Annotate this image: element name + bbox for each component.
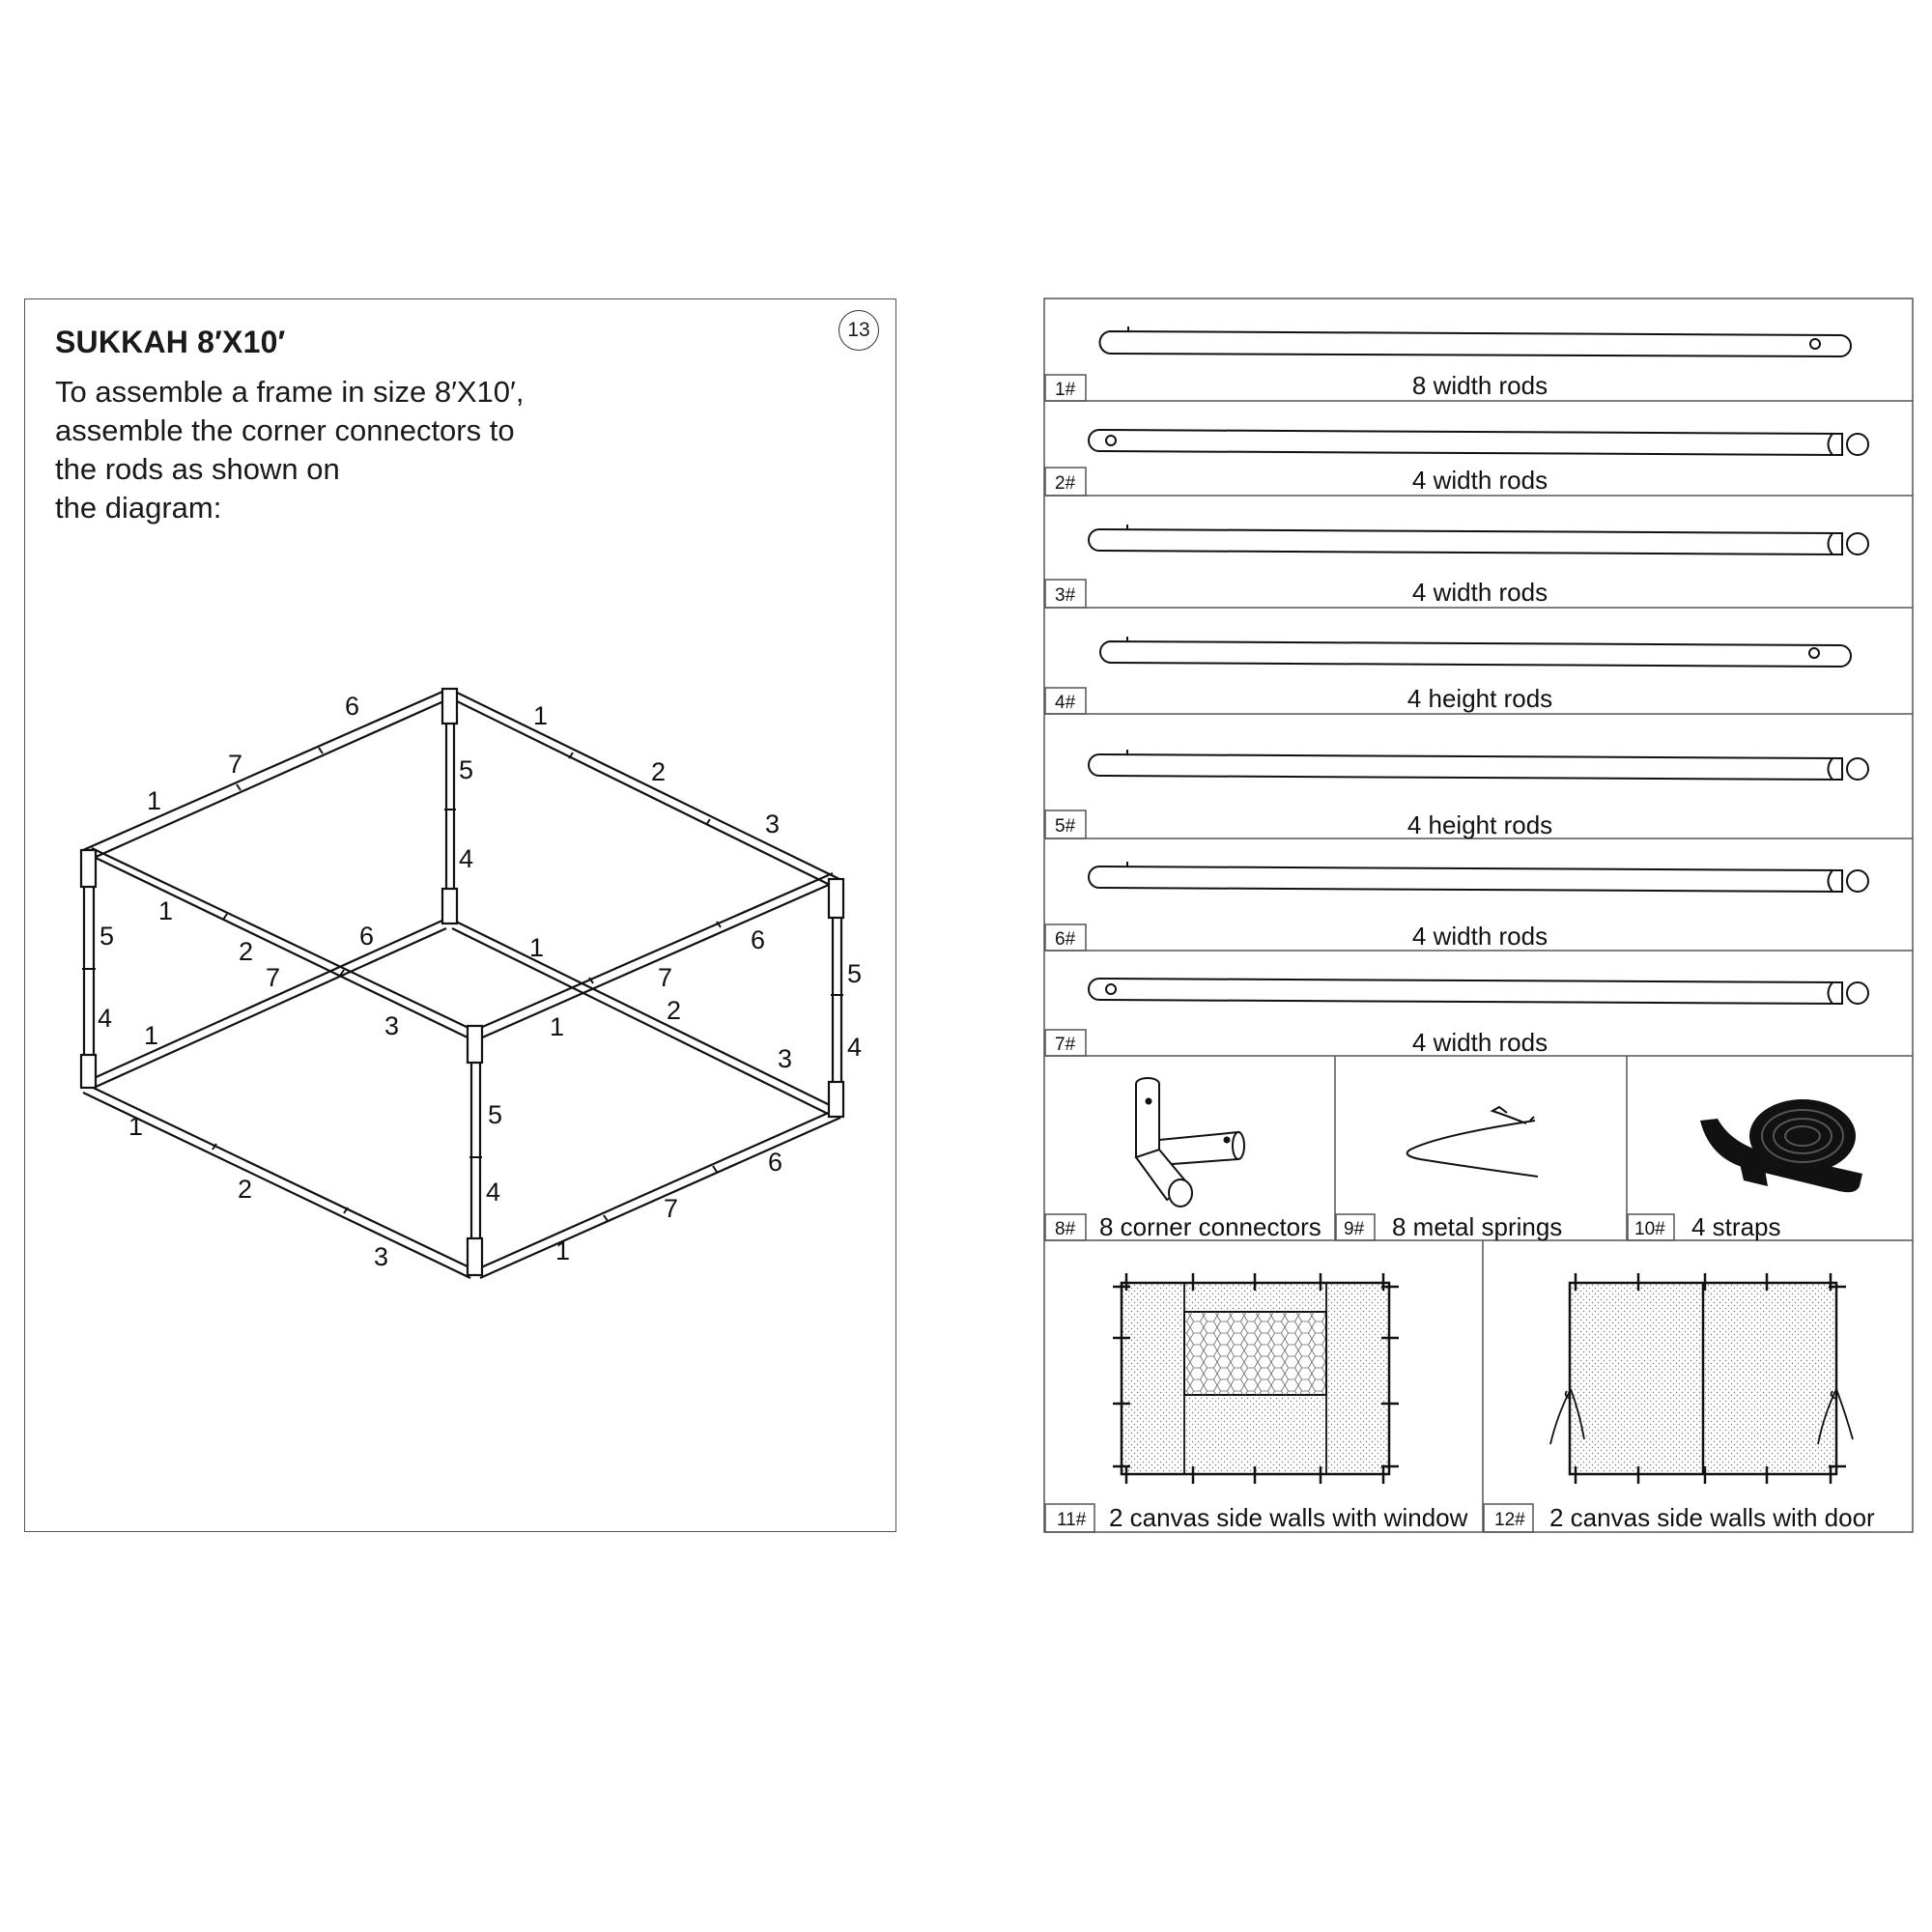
rod-number: 3 [374,1242,389,1271]
part-label: 4 width rods [1411,1028,1548,1057]
part-label: 4 height rods [1406,810,1553,839]
part-label: 8 corner connectors [1099,1212,1321,1241]
part-id: 12# [1494,1510,1525,1530]
rod-number: 1 [144,1021,159,1050]
rod-number: 4 [847,1033,863,1062]
part-label: 2 canvas side walls with window [1109,1503,1468,1532]
rod-number: 4 [459,844,474,873]
rod-number: 6 [345,692,360,721]
rod-4-icon [1100,637,1851,667]
rod-number: 3 [765,810,781,838]
part-id: 11# [1057,1510,1087,1530]
part-label: 2 canvas side walls with door [1549,1503,1875,1532]
rod-number: 4 [98,1004,113,1033]
instruction-line: To assemble a frame in size 8′X10′, [55,375,525,409]
corner-connector-icon [81,1055,96,1088]
rod-number: 5 [99,922,115,951]
rod-number: 1 [533,701,549,730]
rod-number: 3 [384,1011,400,1040]
part-id: 6# [1055,929,1076,950]
rod-number: 6 [751,925,766,954]
corner-connector-icon [442,889,457,923]
rod-number: 7 [664,1194,679,1223]
part-label: 8 width rods [1411,371,1548,400]
part-label: 4 width rods [1411,466,1548,495]
page-number-badge: 13 [838,310,879,351]
part-id: 2# [1055,473,1076,494]
rod-number: 6 [359,922,375,951]
rod-5-icon [1089,750,1868,780]
instruction-line: the diagram: [55,491,222,525]
rod-number: 5 [847,959,863,988]
part-id: 5# [1055,816,1076,837]
corner-connector-icon [829,879,843,918]
rod-number: 1 [128,1112,144,1141]
part-id: 7# [1055,1035,1076,1055]
part-label: 4 straps [1691,1212,1781,1241]
part-id: 8# [1055,1219,1076,1239]
corner-connector-icon [81,850,96,887]
corner-connector-icon [829,1082,843,1117]
part-id: 10# [1634,1219,1665,1239]
part-label: 4 width rods [1411,578,1548,607]
rod-number: 2 [651,757,667,786]
rod-drawings [1089,327,1868,1004]
part-label: 4 width rods [1411,922,1548,951]
rod-number: 4 [486,1178,501,1207]
rod-number: 2 [667,996,682,1025]
rod-number: 5 [488,1100,503,1129]
part-label: 8 metal springs [1392,1212,1563,1241]
rod-number: 7 [266,963,281,992]
rod-number: 5 [459,755,474,784]
part-id: 1# [1055,380,1076,400]
part-label: 4 height rods [1406,684,1553,713]
metal-spring-icon [1407,1107,1538,1177]
instruction-line: the rods as shown on [55,452,340,486]
rod-number: 1 [529,933,545,962]
rod-number: 1 [158,896,174,925]
strap-icon [1700,1099,1862,1192]
rod-number: 2 [239,937,254,966]
corner-connector-icon [1136,1078,1244,1207]
part-id: 9# [1344,1219,1365,1239]
rod-number: 2 [238,1175,253,1204]
rod-1-icon [1100,327,1852,356]
rod-number: 1 [550,1012,565,1041]
rod-number: 7 [658,963,673,992]
corner-connector-icon [468,1238,482,1275]
canvas-wall-door-icon [1550,1273,1853,1484]
rod-number: 1 [147,786,162,815]
rod-7-icon [1089,979,1868,1004]
part-id: 4# [1055,693,1076,713]
instruction-line: assemble the corner connectors to [55,413,515,447]
rod-6-icon [1089,862,1868,892]
frame-joint-ticks [82,748,843,1221]
rod-2-icon [1089,430,1868,455]
canvas-wall-window-icon [1113,1273,1399,1484]
rod-number: 6 [768,1148,783,1177]
corner-connector-icon [442,689,457,724]
part-id: 3# [1055,585,1076,606]
rod-number: 3 [778,1044,793,1073]
corner-connector-icon [468,1026,482,1063]
rod-number: 7 [228,750,243,779]
page-title: SUKKAH 8′X10′ [55,325,286,359]
rod-3-icon [1089,525,1868,554]
rod-number: 1 [555,1236,571,1265]
